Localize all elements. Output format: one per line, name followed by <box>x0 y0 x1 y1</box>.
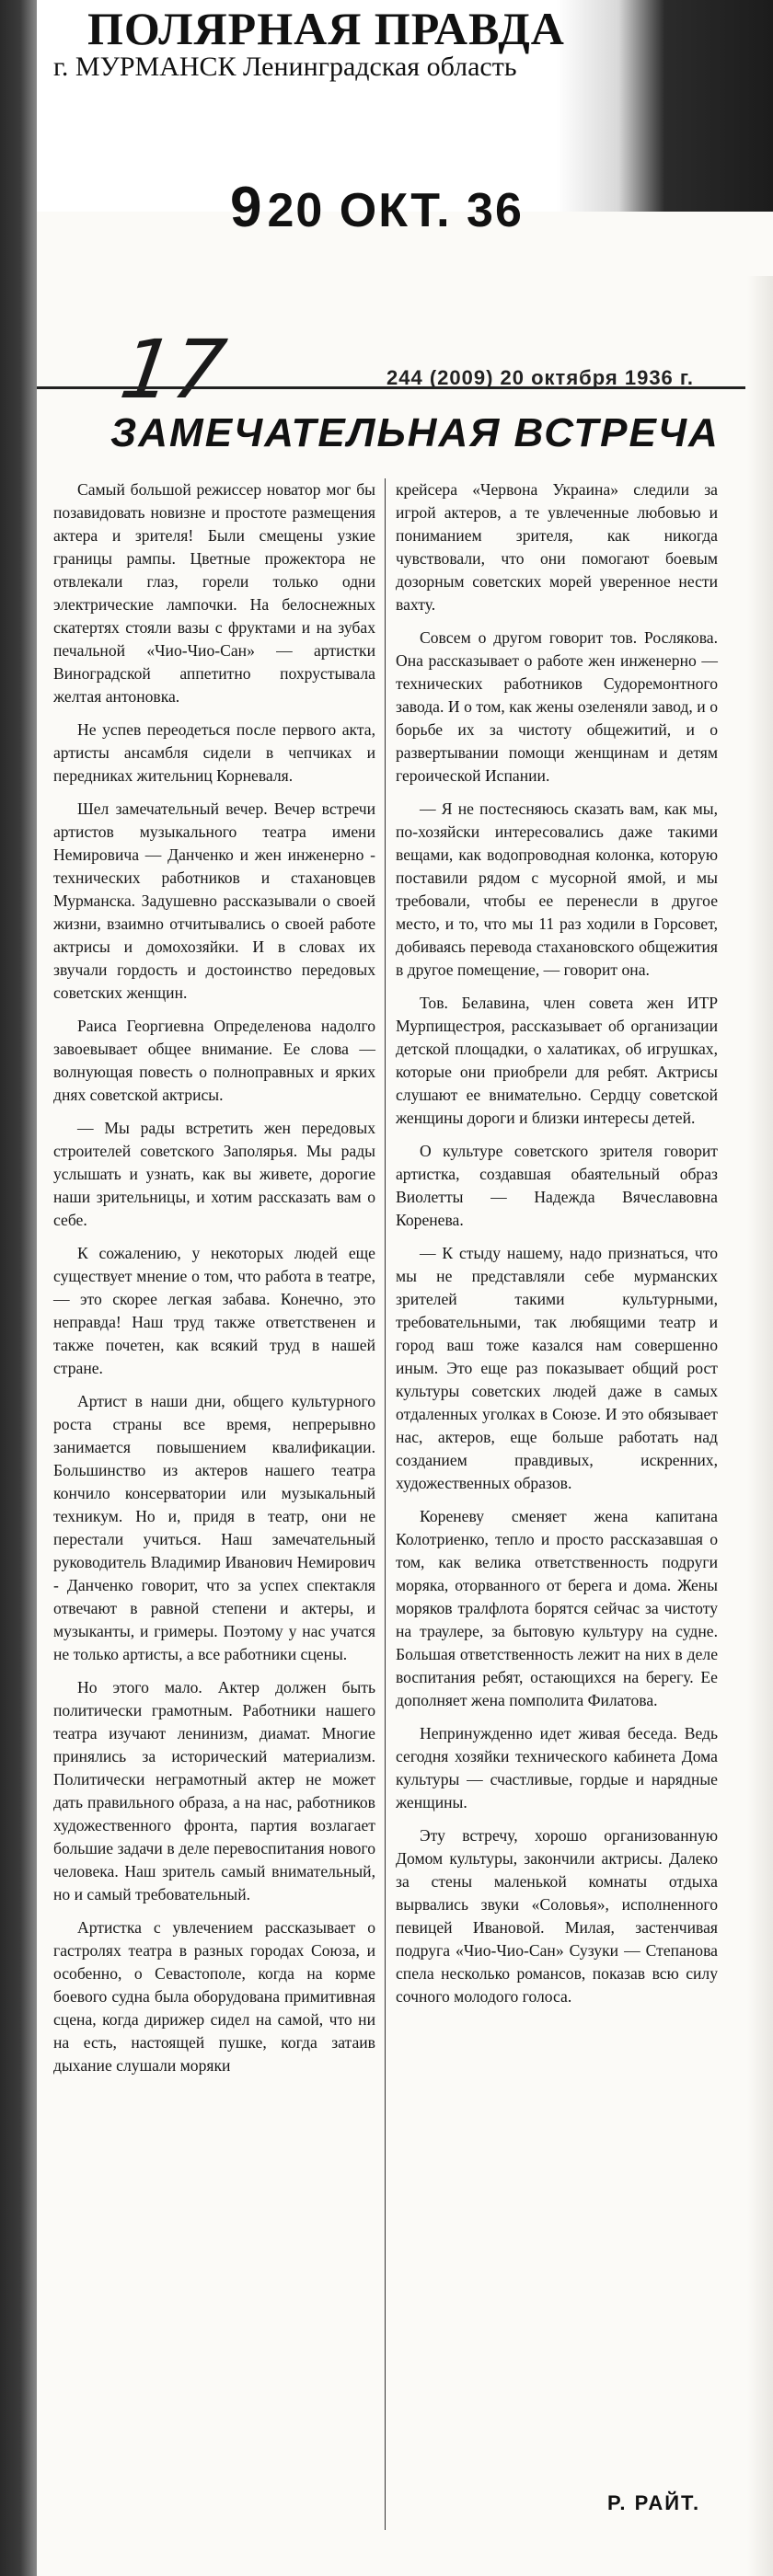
paragraph: Самый большой режиссер новатор мог бы позавидовать новизне и простоте размещения актера и зрителя! Были смещены узкие границы рампы. Цветные прожектора не отвлекали глаз, горели только одни электрические лампочки. На белоснежных скатертях стояли вазы с фруктами и на зубах печальной «Чио-Чио-Сан» — артистки Виноградской аппетитно похрустывала желтая антоновка. <box>53 480 375 706</box>
article-column-right <box>396 478 718 2018</box>
header-rule <box>37 386 745 389</box>
column-divider <box>385 478 386 2530</box>
paragraph: К сожалению, у некоторых людей еще существует мнение о том, что работа в театре, — это скорее легкая забава. Конечно, это неправда! Наш труд также ответственен и также почетен, как всякий труд в нашей стране. <box>53 1244 375 1377</box>
paragraph: — К стыду нашему, надо признаться, что мы не представляли себе мурманских зрителей такими культурными, требовательными, так любящими театр и город ваш тоже казался нам совершенно иным. Это еще раз показывает общий рост культуры советских людей даже в самых отдаленных уголках в Союзе. И это обязывает нас, актеров, еще больше работать над созданием правдивых, искренних, художественных образов. <box>396 1244 718 1492</box>
paragraph: — Я не постесняюсь сказать вам, как мы, по-хозяйски интересовались даже такими вещами, как водопроводная колонка, которую поставили рядом с мусорной ямой, и мы требовали, чтобы ее перенесли в другое место, и то, что мы 11 раз ходили в Горсовет, добиваясь перевода стахановского общежития в другое помещение, — говорит она. <box>396 799 718 979</box>
paragraph: — Мы рады встретить жен передовых строителей советского Заполярья. Мы рады услышать и узнать, как вы живете, дорогие наши зрительницы, и хотим рассказать вам о себе. <box>53 1119 375 1229</box>
issue-line: 244 (2009) 20 октября 1936 г. <box>386 366 694 389</box>
paragraph: Артистка с увлечением рассказывает о гастролях театра в разных городах Союза, и особенно, о Севастополе, когда на корме боевого судна была оборудована примитивная сцена, когда дирижер сидел на самой, что ни на есть, настоящей пушке, когда затаив дыхание слушали моряки <box>53 1918 375 2075</box>
paragraph: Кореневу сменяет жена капитана Колотриенко, тепло и просто рассказавшая о том, как велика ответственность подруги моряка, оторванного от берега и дома. Жены моряков тралфлота борятся сейчас за чистоту на траулере, за бытовую культуру на судне. Большая ответственность лежит на них в деле воспитания ребят, остающихся на берегу. Ее дополняет жена помполита Филатова. <box>396 1507 718 1709</box>
paragraph: Совсем о другом говорит тов. Рослякова. Она рассказывает о работе жен инженерно — технических работников Судоремонтного завода. И о том, как жены озеленяли завод, и о борьбе их за чистоту общежитий, и о развертывании помощи женщинам и детям героической Испании. <box>396 628 718 785</box>
article-column-left <box>53 478 375 2087</box>
newspaper-place: г. МУРМАНСК Ленинградская область <box>53 52 517 82</box>
paragraph: Тов. Белавина, член совета жен ИТР Мурпищестроя, рассказывает об организации детской площадки, о халатиках, об игрушках, которые они приобрели для ребят. Актрисы слушают ее внимательно. Сердцу советской женщины дороги и близки интересы детей. <box>396 994 718 1127</box>
paragraph: крейсера «Червона Украина» следили за игрой актеров, а те увлеченные любовью и пониманием зрителя, как никогда чувствовали, что они помогают боевым дозорным советских морей уверенное нести вахту. <box>396 480 718 614</box>
stamp-date: 20 ОКТ. 36 <box>267 184 524 237</box>
paragraph: Раиса Георгиевна Определенова надолго завоевывает общее внимание. Ее слова — волнующая повесть о полноправных и ярких днях советской актрисы. <box>53 1017 375 1104</box>
stamp-number: 9 <box>230 176 264 239</box>
paragraph: Эту встречу, хорошо организованную Домом культуры, закончили актрисы. Далеко за стены маленькой комнаты отдыха вырвались звуки «Соловья», исполненного певицей Ивановой. Милая, застенчивая подруга «Чио-Чио-Сан» Сузуки — Степанова спела несколько романсов, показав всю силу сочного молодого голоса. <box>396 1826 718 2006</box>
paragraph: Но этого мало. Актер должен быть политически грамотным. Работники нашего театра изучают ленинизм, диамат. Многие принялись за исторический материализм. Политически неграмотный актер не может дать правильного образа, а на нас, работников художественного фронта, партия возлагает большие задачи в деле перевоспитания нового человека. Наш зритель самый внимательный, но и самый требовательный. <box>53 1678 375 1903</box>
date-stamp <box>230 175 524 240</box>
scan-shadow-left <box>0 0 37 2576</box>
author-signature: Р. РАЙТ. <box>607 2491 701 2514</box>
paragraph: О культуре советского зрителя говорит артистка, создавшая обаятельный образ Виолетты — Надежда Вячеславовна Коренева. <box>396 1142 718 1229</box>
newspaper-title: ПОЛЯРНАЯ ПРАВДА <box>87 3 565 54</box>
paragraph: Непринужденно идет живая беседа. Ведь сегодня хозяйки технического кабинета Дома культуры — счастливые, гордые и нарядные женщины. <box>396 1724 718 1811</box>
handwritten-number: 17 <box>114 322 232 417</box>
article-headline: ЗАМЕЧАТЕЛЬНАЯ ВСТРЕЧА <box>110 410 720 455</box>
paragraph: Артист в наши дни, общего культурного роста страны все время, непрерывно занимается повышением квалификации. Большинство из актеров нашего театра кончило консерватории или музыкальный техникум. Но и, придя в театр, они не перестали учиться. Наш замечательный руководитель Владимир Иванович Немирович - Данченко говорит, что за успех спектакля отвечают в равной степени и актеры, и музыканты, и гримеры. Поэтому у нас учатся не только артисты, а все работники сцены. <box>53 1392 375 1663</box>
paragraph: Не успев переодеться после первого акта, артисты ансамбля сидели в чепчиках и передниках жительниц Корневаля. <box>53 720 375 785</box>
scan-shadow-right <box>747 276 773 2576</box>
paragraph: Шел замечательный вечер. Вечер встречи артистов музыкального театра имени Немировича — Данченко и жен инженерно - технических работников и стахановцев Мурманска. Задушевно рассказывали о своей жизни, взаимно отчитывались о своей работе актрисы и домохозяйки. И в словах их звучали гордость и достоинство передовых советских женщин. <box>53 799 375 1002</box>
